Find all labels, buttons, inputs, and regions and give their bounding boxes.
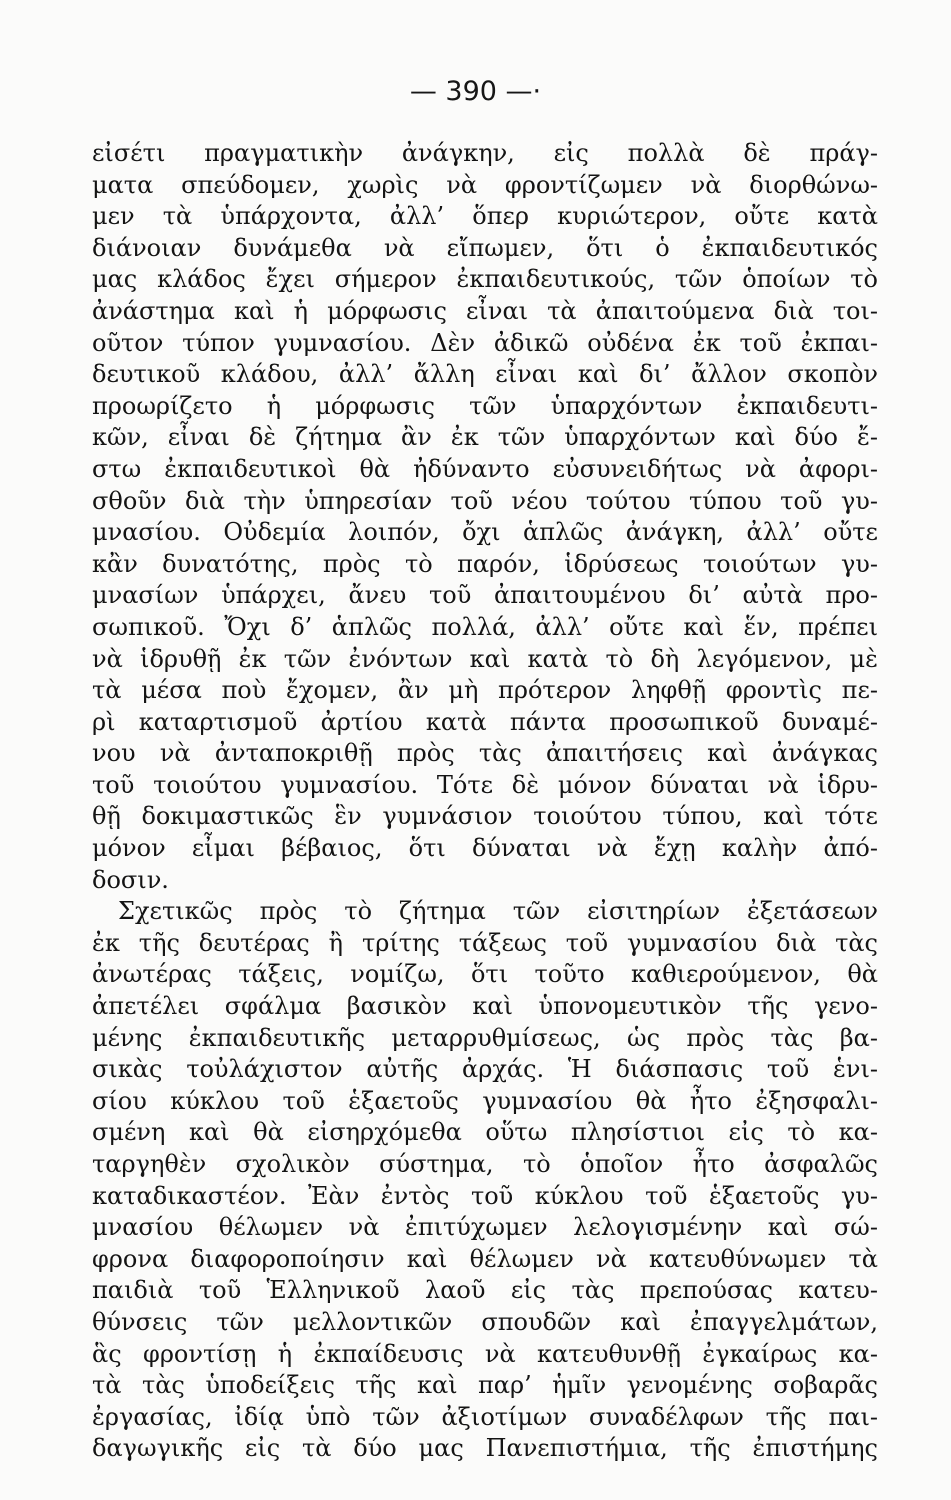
text-line: θῇ δοκιμαστικῶς ἓν γυμνάσιον τοιούτου τύπου, καὶ τότε	[92, 802, 878, 831]
text-line: δευτικοῦ κλάδου, ἀλλ’ ἄλλη εἶναι καὶ δι’ ἄλλον σκοπὸν	[92, 360, 878, 389]
text-line: ἀπετέλει σφάλμα βασικὸν καὶ ὑπονομευτικὸν τῆς γενο-	[92, 992, 878, 1021]
text-line: τοῦ τοιούτου γυμνασίου. Τότε δὲ μόνον δύναται νὰ ἱδρυ-	[92, 770, 878, 799]
text-line: προωρίζετο ἡ μόρφωσις τῶν ὑπαρχόντων ἐκπαιδευτι-	[92, 391, 878, 420]
text-line: ματα σπεύδομεν, χωρὶς νὰ φροντίζωμεν νὰ διορθώνω-	[92, 170, 878, 199]
text-line: ἐκ τῆς δευτέρας ἢ τρίτης τάξεως τοῦ γυμνασίου διὰ τὰς	[92, 928, 878, 957]
text-line: σίου κύκλου τοῦ ἑξαετοῦς γυμνασίου θὰ ἦτο ἐξησφαλι-	[92, 1086, 878, 1115]
text-line: εἰσέτι πραγματικὴν ἀνάγκην, εἰς πολλὰ δὲ πράγ-	[92, 139, 878, 167]
text-line: μένης ἐκπαιδευτικῆς μεταρρυθμίσεως, ὡς πρὸς τὰς βα-	[92, 1023, 878, 1052]
text-line: νου νὰ ἀνταποκριθῇ πρὸς τὰς ἀπαιτήσεις καὶ ἀνάγκας	[92, 739, 878, 768]
body-text	[92, 138, 878, 1465]
text-line: μνασίων ὑπάρχει, ἄνευ τοῦ ἀπαιτουμένου δι’ αὐτὰ προ-	[92, 581, 878, 610]
text-line: κἂν δυνατότης, πρὸς τὸ παρόν, ἱδρύσεως τοιούτων γυ-	[92, 549, 878, 578]
text-line: ἀνωτέρας τάξεις, νομίζω, ὅτι τοῦτο καθιερούμενον, θὰ	[92, 960, 878, 989]
text-line: σθοῦν διὰ τὴν ὑπηρεσίαν τοῦ νέου τούτου τύπου τοῦ γυ-	[92, 486, 878, 515]
text-line: καταδικαστέον. Ἐὰν ἐντὸς τοῦ κύκλου τοῦ ἑξαετοῦς γυ-	[92, 1181, 878, 1210]
text-line: μας κλάδος ἔχει σήμερον ἐκπαιδευτικούς, τῶν ὁποίων τὸ	[92, 265, 878, 294]
text-line: δοσιν.	[92, 865, 169, 894]
text-line: μεν τὰ ὑπάρχοντα, ἀλλ’ ὅπερ κυριώτερον, οὔτε κατὰ	[92, 202, 878, 231]
text-line: σικὰς τοὐλάχιστον αὐτῆς ἀρχάς. Ἡ διάσπασις τοῦ ἑνι-	[92, 1055, 878, 1084]
text-line: ταργηθὲν σχολικὸν σύστημα, τὸ ὁποῖον ἦτο ἀσφαλῶς	[92, 1150, 878, 1178]
text-line: διάνοιαν δυνάμεθα νὰ εἴπωμεν, ὅτι ὁ ἐκπαιδευτικός	[92, 233, 878, 262]
text-line: θύνσεις τῶν μελλοντικῶν σπουδῶν καὶ ἐπαγγελμάτων,	[92, 1307, 878, 1336]
text-line: τὰ τὰς ὑποδείξεις τῆς καὶ παρ’ ἡμῖν γενομένης σοβαρᾶς	[92, 1371, 878, 1400]
page-number: — 390 —·	[409, 76, 542, 107]
text-line: νὰ ἱδρυθῇ ἐκ τῶν ἐνόντων καὶ κατὰ τὸ δὴ λεγόμενον, μὲ	[92, 644, 878, 673]
text-line: κῶν, εἶναι δὲ ζήτημα ἂν ἐκ τῶν ὑπαρχόντων καὶ δύο ἔ-	[92, 423, 878, 452]
text-line: οῦτον τύπον γυμνασίου. Δὲν ἀδικῶ οὐδένα ἐκ τοῦ ἐκπαι-	[92, 328, 878, 357]
text-line: τὰ μέσα ποὺ ἔχομεν, ἂν μὴ πρότερον ληφθῇ φροντὶς πε-	[92, 676, 878, 705]
text-line: ἀνάστημα καὶ ἡ μόρφωσις εἶναι τὰ ἀπαιτούμενα διὰ τοι-	[92, 296, 878, 325]
text-line: ἐργασίας, ἰδίᾳ ὑπὸ τῶν ἀξιοτίμων συναδέλφων τῆς παι-	[92, 1402, 878, 1431]
text-line: σωπικοῦ. Ὄχι δ’ ἁπλῶς πολλά, ἀλλ’ οὔτε καὶ ἕν, πρέπει	[92, 612, 878, 641]
text-line: ἃς φροντίσῃ ἡ ἐκπαίδευσις νὰ κατευθυνθῇ ἐγκαίρως κα-	[92, 1339, 878, 1368]
text-line: ρὶ καταρτισμοῦ ἀρτίου κατὰ πάντα προσωπικοῦ δυναμέ-	[92, 707, 878, 736]
text-line: μνασίου. Οὐδεμία λοιπόν, ὄχι ἁπλῶς ἀνάγκη, ἀλλ’ οὔτε	[92, 518, 878, 547]
text-line: παιδιὰ τοῦ Ἑλληνικοῦ λαοῦ εἰς τὰς πρεπούσας κατευ-	[92, 1276, 878, 1305]
text-line: στω ἐκπαιδευτικοὶ θὰ ἠδύναντο εὐσυνειδήτως νὰ ἀφορι-	[92, 454, 878, 483]
text-line: φρονα διαφοροποίησιν καὶ θέλωμεν νὰ κατευθύνωμεν τὰ	[92, 1244, 878, 1273]
text-line: δαγωγικῆς εἰς τὰ δύο μας Πανεπιστήμια, τῆς ἐπιστήμης	[92, 1434, 878, 1463]
text-line: μόνον εἶμαι βέβαιος, ὅτι δύναται νὰ ἔχῃ καλὴν ἀπό-	[92, 834, 878, 863]
text-line: σμένη καὶ θὰ εἰσηρχόμεθα οὕτω πλησίστιοι εἰς τὸ κα-	[92, 1118, 878, 1147]
text-line: Σχετικῶς πρὸς τὸ ζήτημα τῶν εἰσιτηρίων ἐξετάσεων	[118, 897, 878, 926]
text-line: μνασίου θέλωμεν νὰ ἐπιτύχωμεν λελογισμένην καὶ σώ-	[92, 1213, 878, 1242]
